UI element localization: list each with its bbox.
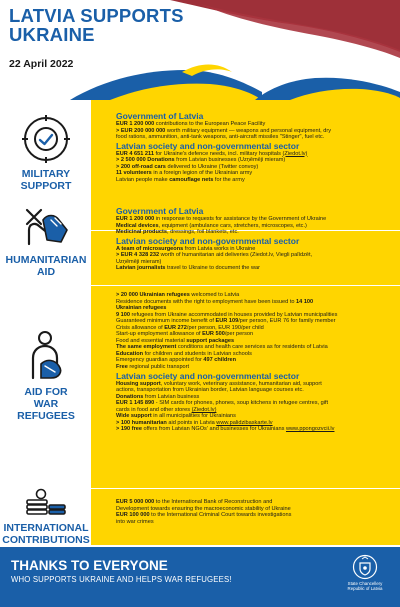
text-segment: 9 100 [116,311,130,318]
text-segment: aid points in Latvia [166,419,217,426]
text-segment: > 2 500 000 Donations [116,157,175,164]
text-segment: EUR 1 145 890 [116,400,155,407]
text-segment: Housing support [116,380,161,387]
text-segment: Development towards ensuring the macroeconomic stability of Ukraine [116,505,291,512]
text-segment: cards in food and other stores [116,406,192,413]
text-segment: EUR 500 [202,331,225,338]
page-date: 22 April 2022 [9,58,74,70]
text-segment: worth of humanitarian aid deliveries (Ziedot.lv, Viegli palīdzēt, [159,252,313,259]
text-segment: , voluntary work, veterinary assistance, humanitarian aid, support [160,380,322,387]
text-segment: offers from Latvian NGOs' and businesses for Ukrainians [141,426,286,433]
text-segment: The same employment [116,344,177,351]
text-segment: 497 children [203,357,237,364]
text-segment: to the International Bank of Reconstruction and [154,499,273,505]
military-support-label: MILITARY SUPPORT [20,168,72,192]
humanitarian-aid-text [116,206,396,272]
text-segment: EUR 5 000 000 [116,499,155,505]
text-segment: for the army [213,176,245,183]
text-segment: Medical devices [116,222,159,229]
text-segment: , equipment (ambulance cars, stretchers, microscopes, etc.) [158,222,307,229]
international-lines [116,499,396,525]
text-segment: > 200 off-road cars [116,163,166,170]
text-segment: camouflage nets [169,176,214,183]
humanitarian-aid-label-group [0,200,92,278]
text-segment: > 100 humanitarian [116,419,167,426]
link-text[interactable]: www.ppongozvcii.lv [285,426,335,433]
footer-thanks: THANKS TO EVERYONE [11,558,168,573]
text-line [116,519,396,526]
page-title: LATVIA SUPPORTS UKRAINE [9,5,184,45]
refugee-hand-icon [21,328,71,382]
link-text[interactable]: (Ziedot.lv) [191,406,217,413]
text-segment: Start-up employment allowance of [116,331,203,338]
military-support-label-group [0,114,92,192]
section-divider [91,285,400,286]
text-segment: Ukrainian refugees [116,305,167,312]
text-line [116,265,396,272]
text-segment: > EUR 4 328 232 [116,252,160,259]
military-gov-lines [116,121,396,141]
text-segment: support packages [186,337,235,344]
humanitarian-ngo-lines [116,246,396,272]
text-segment: from Latvian businesses (Uzņēmēji mieram) [174,157,286,164]
international-contributions-label-group [0,488,92,546]
military-badge-icon [21,114,71,164]
text-segment: refugees from Ukraine accommodated in houses provided by Latvian municipalities [130,311,338,318]
text-segment: Uzņēmēji mieram) [116,258,162,265]
text-segment: Emergency guardian appointed for [116,357,204,364]
state-chancellery-logo: State Chancellery Republic of Latvia [341,554,389,592]
text-segment: to the International Criminal Court towards investigations [149,512,292,519]
military-ngo-lines [116,151,396,184]
header [0,0,400,100]
section-divider [91,488,400,489]
text-segment: /per person, EUR 190/per child [186,324,264,331]
text-segment: for Ukraine's defence needs, incl. military hospitals [153,150,283,157]
text-segment: EUR 4 651 211 [116,150,154,157]
text-segment: in a foreign legion of the Ukrainian army [151,170,253,177]
text-segment: /per person, EUR 76 for family member [238,318,336,325]
military-gov-title: Government of Latvia [116,111,204,121]
footer [0,547,400,607]
refugees-gov-lines [116,292,396,371]
text-line [116,426,396,433]
refugees-ngo-lines [116,381,396,433]
humanitarian-gov-title: Government of Latvia [116,206,204,216]
text-segment: delivered to Ukraine (Twitter convoy) [165,163,259,170]
text-segment: EUR 1 200 000 [116,216,155,222]
aid-for-war-refugees-label-group [0,328,92,422]
text-segment: regional public transport [127,364,190,371]
link-text[interactable]: (Ziedot.lv) [282,150,308,157]
military-ngo-title: Latvian society and non-governmental sector [116,140,300,151]
text-segment: Guaranteed minimum income benefit of [116,318,216,325]
text-segment: EUR 109 [215,318,239,325]
text-segment: conditions and health care services as for residents of Latvia [176,344,328,351]
text-segment: into war crimes [116,518,154,525]
footer-subtitle: WHO SUPPORTS UKRAINE AND HELPS WAR REFUGEES! [11,575,232,584]
text-segment: from Latvia works in Ukraine [183,245,256,252]
text-segment: in all municipalities for Ukrainians [151,413,236,420]
text-segment: /per person [224,331,254,338]
text-segment: Crisis allowance of [116,324,165,331]
text-segment: worth military equipment — weapons and personal equipment, dry [165,127,332,134]
text-segment: A team of microsurgeons [116,245,184,252]
text-segment: contributions to the European Peace Facility [154,121,266,127]
text-segment: Education [116,350,144,357]
humanitarian-ngo-title: Latvian society and non-governmental sector [116,235,300,246]
text-segment: from Latvian business [143,393,200,400]
text-segment: > 20 000 Ukrainian refugees [116,292,190,298]
text-segment: Residence documents with the right to employment have been issued to [116,298,297,305]
text-segment: Wide support [116,413,152,420]
humanitarian-aid-label: HUMANITARIAN AID [5,254,87,278]
text-segment: 14 100 [296,298,314,305]
text-segment: EUR 1 200 000 [116,121,155,127]
state-chancellery-coat-of-arms-icon [352,554,378,580]
text-segment: welcomed to Latvia [189,292,240,298]
text-segment: 11 volunteers [116,170,152,177]
text-segment: actions, transportation from Ukrainian border, Latvian language courses etc. [116,387,304,394]
text-segment: EUR 272 [164,324,187,331]
humanitarian-gov-lines [116,216,396,236]
text-segment: , dressings, foil blankets, etc. [166,229,239,236]
military-support-text [116,111,396,183]
text-segment: Donations [116,393,144,400]
aid-for-war-refugees-text [116,292,396,433]
refugees-ngo-title: Latvian society and non-governmental sector [116,370,300,381]
aid-for-war-refugees-label: AID FOR WAR REFUGEES [17,386,75,422]
text-line [116,177,396,184]
text-segment: Free [116,364,128,371]
helping-hands-icon [21,200,71,250]
international-contributions-text [116,499,396,525]
text-segment: > EUR 200 000 000 [116,127,166,134]
text-segment: for children and students in Latvian schools [143,350,252,357]
text-segment: Food and essential material [116,337,187,344]
text-segment: in response to requests for assistance by the Government of Ukraine [154,216,327,222]
text-segment: food rations, ammunition, anti-tank weapons, anti-aircraft missiles "Stinger", fuel etc. [116,134,325,141]
link-text[interactable]: www.palidzibaskarte.lv [216,419,273,426]
text-segment: > 190 free [116,426,142,433]
text-segment: Medicinal products [116,229,167,236]
coins-stack-icon [21,488,71,518]
text-segment: Latvian journalists [116,265,166,272]
text-segment: travel to Ukraine to document the war [165,265,260,272]
text-segment: Latvian people make [116,176,170,183]
text-segment: - SIM cards for phones, phones, soup kitchens in refugee centres, gift [154,400,329,407]
international-contributions-label: INTERNATIONAL CONTRIBUTIONS [2,522,90,546]
text-segment: EUR 100 000 [116,512,150,519]
